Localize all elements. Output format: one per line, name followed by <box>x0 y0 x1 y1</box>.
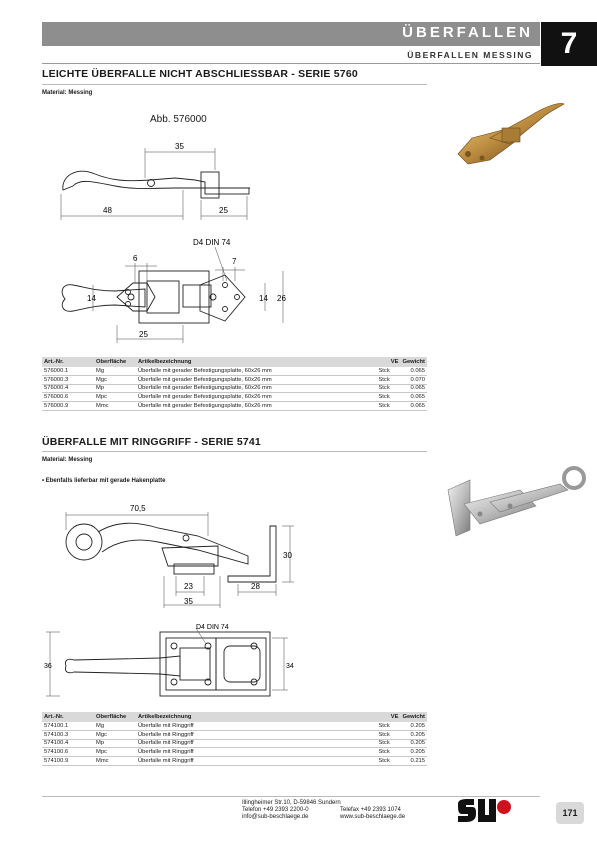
cell-bezeichnung: Überfalle mit Ringgriff <box>136 748 376 757</box>
section-rule <box>42 84 427 85</box>
cell-oberflaeche: Mmc <box>94 757 136 766</box>
footer-address: Illingheimer Str.10, D-59846 Sundern <box>242 800 341 806</box>
dim-label: 25 <box>219 206 228 215</box>
cell-artnr: 574100.6 <box>42 748 94 757</box>
cell-gewicht: 0.205 <box>400 730 427 739</box>
col-header-oberflaeche: Oberfläche <box>94 357 136 367</box>
cell-gewicht: 0.065 <box>400 384 427 393</box>
col-header-ve: VE <box>376 712 400 722</box>
cell-bezeichnung: Überfalle mit gerader Befestigungsplatte, 60x26 mm <box>136 375 376 384</box>
cell-bezeichnung: Überfalle mit Ringgriff <box>136 739 376 748</box>
table-row <box>42 384 427 393</box>
table-row <box>42 739 427 748</box>
dim-label: 25 <box>139 330 148 339</box>
dim-label: 35 <box>184 597 193 606</box>
col-header-bezeichnung: Artikelbezeichnung <box>136 357 376 367</box>
cell-artnr: 574100.9 <box>42 757 94 766</box>
cell-oberflaeche: Mp <box>94 384 136 393</box>
cell-artnr: 576000.3 <box>42 375 94 384</box>
cell-gewicht: 0.070 <box>400 375 427 384</box>
cell-gewicht: 0.065 <box>400 393 427 402</box>
cell-gewicht: 0.205 <box>400 722 427 730</box>
table-row <box>42 757 427 766</box>
section-title-5741: ÜBERFALLE MIT RINGGRIFF - SERIE 5741 <box>42 436 261 448</box>
dim-label: D4 DIN 74 <box>196 624 229 631</box>
company-logo <box>456 798 514 824</box>
table-row <box>42 722 427 730</box>
cell-bezeichnung: Überfalle mit Ringgriff <box>136 722 376 730</box>
header-title: ÜBERFALLEN <box>402 24 533 41</box>
table-header-row <box>42 357 427 367</box>
cell-bezeichnung: Überfalle mit gerader Befestigungsplatte, 60x26 mm <box>136 393 376 402</box>
cell-gewicht: 0.215 <box>400 757 427 766</box>
col-header-artnr: Art.-Nr. <box>42 712 94 722</box>
material-label: Material: Messing <box>42 90 93 96</box>
col-header-oberflaeche: Oberfläche <box>94 712 136 722</box>
footer-web[interactable]: www.sub-beschlaege.de <box>340 814 406 820</box>
cell-oberflaeche: Mpc <box>94 393 136 402</box>
cell-artnr: 576000.1 <box>42 367 94 375</box>
footer-phone: Telefon +49 2393 2200-0 <box>242 807 309 813</box>
cell-ve: Stck <box>376 367 400 375</box>
dim-label: D4 DIN 74 <box>193 238 231 247</box>
cell-oberflaeche: Mpc <box>94 748 136 757</box>
table-header-row <box>42 712 427 722</box>
col-header-gewicht: Gewicht <box>402 714 425 720</box>
page-number: 171 <box>556 802 584 824</box>
product-table-5741 <box>42 712 427 766</box>
cell-gewicht: 0.065 <box>400 367 427 375</box>
cell-oberflaeche: Mgc <box>94 375 136 384</box>
cell-oberflaeche: Mgc <box>94 730 136 739</box>
cell-oberflaeche: Mg <box>94 367 136 375</box>
cell-ve: Stck <box>376 375 400 384</box>
header-rule <box>42 63 540 64</box>
material-label: Material: Messing <box>42 457 93 463</box>
table-row <box>42 393 427 402</box>
table-row <box>42 367 427 375</box>
cell-gewicht: 0.205 <box>400 748 427 757</box>
footer-fax: Telefax +49 2393 1074 <box>340 807 401 813</box>
product-table-5760 <box>42 357 427 411</box>
product-photo-576000 <box>450 98 570 178</box>
dim-label: 34 <box>286 663 294 670</box>
drawing-5760-side <box>55 138 265 228</box>
dim-label: 7 <box>232 257 237 266</box>
dim-label: 35 <box>175 142 184 151</box>
col-header-artnr: Art.-Nr. <box>42 357 94 367</box>
dim-label: 6 <box>133 254 138 263</box>
cell-bezeichnung: Überfalle mit gerader Befestigungsplatte, 60x26 mm <box>136 367 376 375</box>
col-header-ve: VE <box>376 357 400 367</box>
footer-email[interactable]: info@sub-beschlaege.de <box>242 814 309 820</box>
cell-bezeichnung: Überfalle mit Ringgriff <box>136 730 376 739</box>
cell-oberflaeche: Mp <box>94 739 136 748</box>
cell-bezeichnung: Überfalle mit gerader Befestigungsplatte, 60x26 mm <box>136 402 376 411</box>
dim-label: 28 <box>251 582 260 591</box>
cell-bezeichnung: Überfalle mit Ringgriff <box>136 757 376 766</box>
table-row <box>42 748 427 757</box>
cell-gewicht: 0.205 <box>400 739 427 748</box>
section-title-5760: LEICHTE ÜBERFALLE NICHT ABSCHLIESSBAR - SERIE 5760 <box>42 68 358 80</box>
cell-artnr: 574100.3 <box>42 730 94 739</box>
dim-label: 26 <box>277 294 286 303</box>
figure-label: Abb. 576000 <box>150 114 207 125</box>
cell-gewicht: 0.065 <box>400 402 427 411</box>
drawing-5760-top <box>55 233 295 348</box>
dim-label: 14 <box>259 294 268 303</box>
cell-ve: Stck <box>376 757 400 766</box>
dim-label: 70,5 <box>130 504 146 513</box>
dim-label: 36 <box>44 663 52 670</box>
cell-bezeichnung: Überfalle mit gerader Befestigungsplatte, 60x26 mm <box>136 384 376 393</box>
table-row <box>42 402 427 411</box>
cell-ve: Stck <box>376 748 400 757</box>
availability-note: • Ebenfalls lieferbar mit gerade Hakenplatte <box>42 478 166 484</box>
header-subtitle: ÜBERFALLEN MESSING <box>407 50 533 60</box>
section-rule <box>42 451 427 452</box>
cell-artnr: 574100.4 <box>42 739 94 748</box>
cell-artnr: 576000.6 <box>42 393 94 402</box>
dim-label: 14 <box>87 294 96 303</box>
cell-ve: Stck <box>376 384 400 393</box>
col-header-gewicht: Gewicht <box>402 359 425 365</box>
product-photo-574100 <box>440 460 588 545</box>
dim-label: 23 <box>184 582 193 591</box>
dim-label: 30 <box>283 551 292 560</box>
cell-ve: Stck <box>376 739 400 748</box>
cell-oberflaeche: Mg <box>94 722 136 730</box>
cell-artnr: 574100.1 <box>42 722 94 730</box>
drawing-5741-side <box>58 500 308 615</box>
cell-oberflaeche: Mmc <box>94 402 136 411</box>
cell-ve: Stck <box>376 722 400 730</box>
table-row <box>42 375 427 384</box>
cell-ve: Stck <box>376 402 400 411</box>
drawing-5741-top <box>40 620 300 708</box>
table-row <box>42 730 427 739</box>
col-header-bezeichnung: Artikelbezeichnung <box>136 712 376 722</box>
cell-artnr: 576000.4 <box>42 384 94 393</box>
dim-label: 48 <box>103 206 112 215</box>
cell-artnr: 576000.9 <box>42 402 94 411</box>
footer-rule <box>42 796 540 797</box>
cell-ve: Stck <box>376 730 400 739</box>
cell-ve: Stck <box>376 393 400 402</box>
chapter-number: 7 <box>541 22 597 66</box>
